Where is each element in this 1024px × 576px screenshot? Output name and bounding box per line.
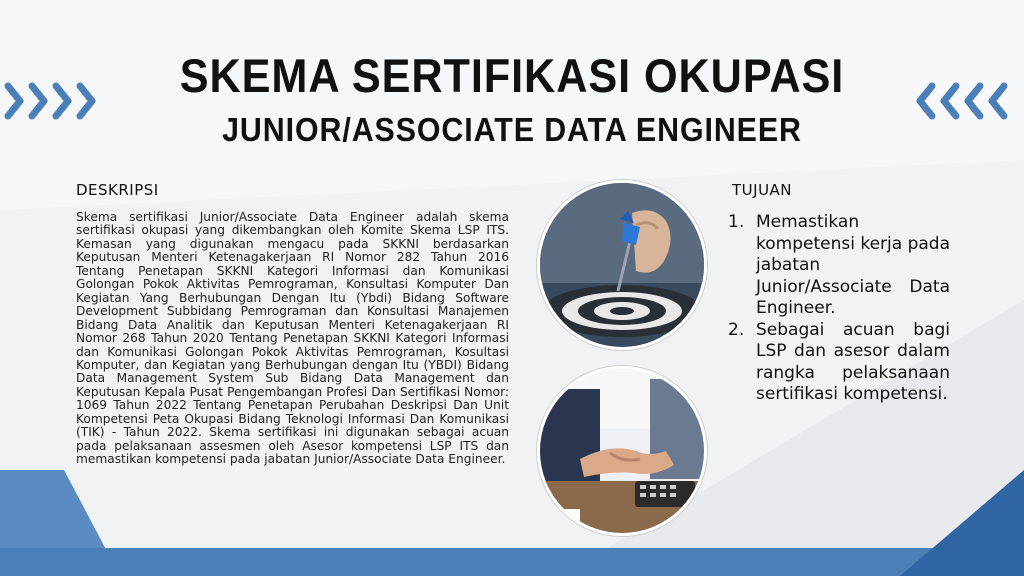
tujuan-item-text: Memastikan kompetensi kerja pada jabatan Junior/Associate Data Engineer.	[756, 212, 950, 318]
dart-target-photo	[537, 180, 707, 350]
tujuan-item	[728, 320, 950, 406]
handshake-image	[540, 369, 704, 533]
tujuan-item-text: Sebagai acuan bagi LSP dan asesor dalam rangka pelaksanaan sertifikasi kompetensi.	[756, 319, 950, 404]
tujuan-item-number: 2.	[728, 319, 745, 340]
deskripsi-heading: DESKRIPSI	[76, 181, 159, 199]
deskripsi-body: Skema sertifikasi Junior/Associate Data Engineer adalah skema sertifikasi okupasi yang dikembangkan oleh Komite Skema LSP ITS. Kemasan yang digunakan mengacu pada SKKNI berdasarkan Keputusan Menteri Ketenagakerjaan RI Nomor 282 Tahun 2016 Tentang Penetapan SKKNI Kategori Informasi dan Komunikasi Golongan Pokok Aktivitas Pemrograman, Konsultasi Komputer Dan Kegiatan Yang Berhubungan Dengan Itu (Ybdi) Bidang Software Development Subbidang Pemrograman dan Konsultasi Manajemen Bidang Data Analitik dan Keputusan Menteri Ketenagakerjaan RI Nomor 268 Tahun 2020 Tentang Penetapan SKKNI Kategori Informasi dan Komunikasi Golongan Pokok Aktivitas Pemrograman, Kosultasi Komputer, dan Kegiatan yang Berhubungan dengan Itu (YBDI) Bidang Data Management System Sub Bidang Data Management dan Keputusan Kepala Pusat Pengembangan Profesi Dan Sertifikasi Nomor: 1069 Tahun 2022 Tentang Penetapan Perubahan Deskripsi Dan Unit Kompetensi Peta Okupasi Bidang Teknologi Informasi Dan Komunikasi (TIK) - Tahun 2022. Skema sertifikasi ini digunakan sebagai acuan pada pelaksanaan assesmen oleh Asesor kompetensi LSP ITS dan memastikan kompetensi pada jabatan Junior/Associate Data Engineer.	[76, 210, 509, 467]
tujuan-heading: TUJUAN	[732, 181, 793, 199]
dart-target-image	[540, 183, 704, 347]
handshake-photo	[537, 366, 707, 536]
page-subtitle: JUNIOR/ASSOCIATE DATA ENGINEER	[222, 111, 802, 148]
tujuan-item-number: 1.	[728, 212, 745, 232]
page-title: SKEMA SERTIFIKASI OKUPASI	[179, 49, 845, 102]
bottom-band	[0, 548, 1024, 576]
tujuan-list	[728, 212, 950, 406]
tujuan-item	[728, 212, 950, 320]
